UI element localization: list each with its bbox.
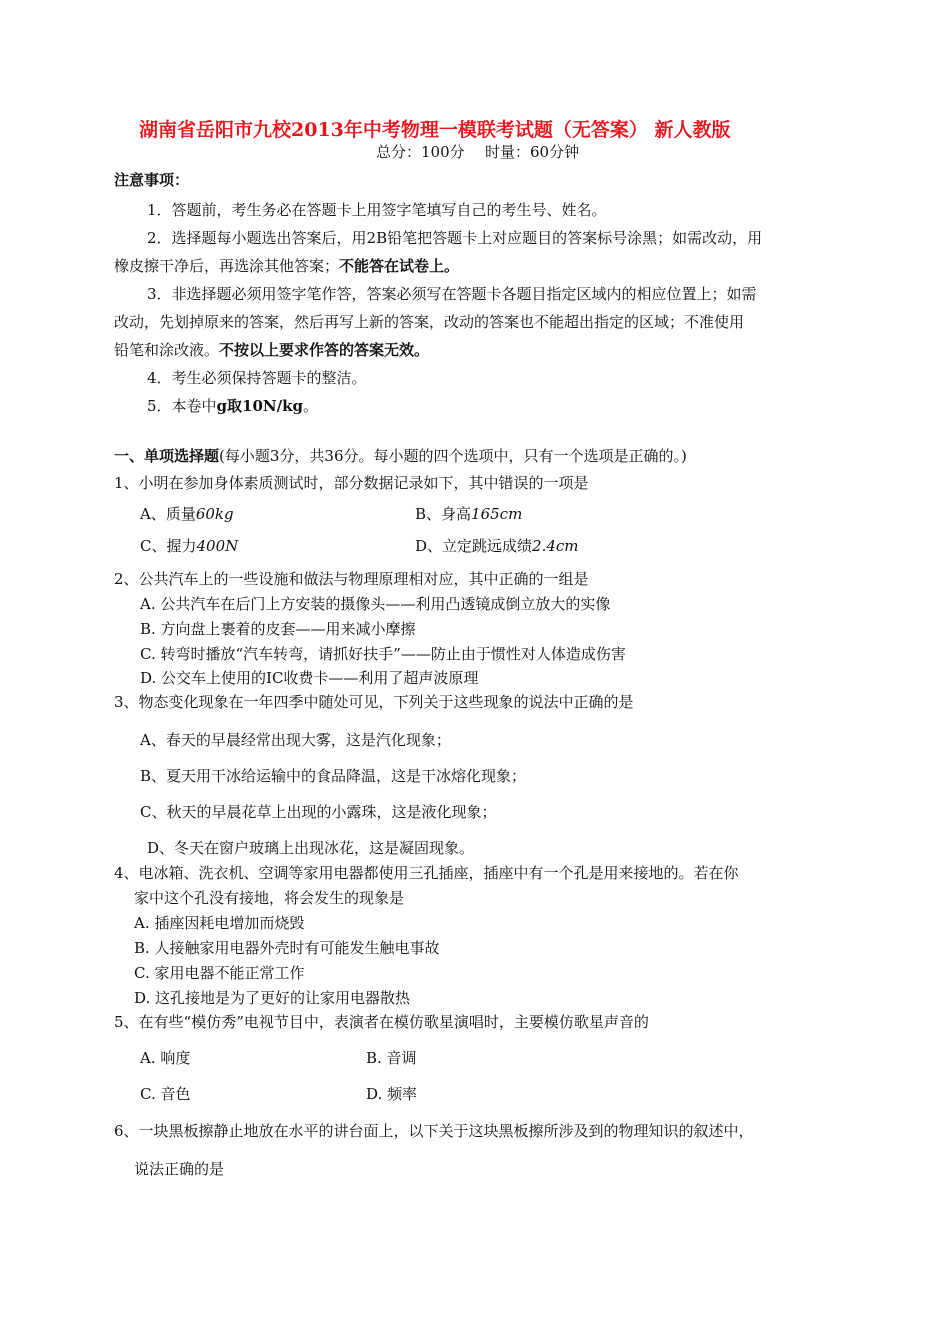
notice-item-2-emphasis: 不能答在试卷上。	[339, 257, 460, 275]
notice-item-2-line2	[114, 256, 459, 276]
section1-description: (每小题3分，共36分。每小题的四个选项中，只有一个选项是正确的。)	[219, 447, 687, 465]
section1-heading: 一、单项选择题	[114, 447, 220, 465]
q5-option-b: B. 音调	[366, 1049, 417, 1067]
q5-option-a: A. 响度	[140, 1049, 191, 1067]
notice-item-3-emphasis: 不按以上要求作答的答案无效。	[219, 341, 430, 359]
q1-stem: 1、小明在参加身体素质测试时，部分数据记录如下，其中错误的一项是	[114, 474, 589, 492]
notice-item-5-emphasis: g取10N/kg	[216, 397, 303, 415]
notice-item-5	[147, 396, 318, 416]
q4-option-d: D. 这孔接地是为了更好的让家用电器散热	[134, 989, 411, 1007]
q3-option-a: A、春天的早晨经常出现大雾，这是汽化现象；	[140, 731, 451, 749]
notice-item-1: 1．答题前，考生务必在答题卡上用签字笔填写自己的考生号、姓名。	[147, 201, 607, 219]
q2-stem: 2、公共汽车上的一些设施和做法与物理原理相对应，其中正确的一组是	[114, 570, 589, 588]
q2-option-a: A. 公共汽车在后门上方安装的摄像头——利用凸透镜成倒立放大的实像	[140, 595, 611, 613]
notice-item-5-end: 。	[302, 397, 318, 415]
q1-option-b: B、身高165cm	[415, 505, 523, 523]
q3-stem: 3、物态变化现象在一年四季中随处可见，下列关于这些现象的说法中正确的是	[114, 693, 634, 711]
section1-header	[114, 446, 687, 466]
notice-item-3-text: 铅笔和涂改液。	[114, 341, 220, 359]
notice-item-3-line1: 3．非选择题必须用签字笔作答，答案必须写在答题卡各题目指定区域内的相应位置上；如需	[147, 285, 757, 303]
q4-option-a: A. 插座因耗电增加而烧毁	[134, 914, 305, 932]
q1-option-a: A、质量60kg	[140, 505, 234, 523]
notice-item-3-line3	[114, 340, 429, 360]
notice-heading: 注意事项：	[114, 171, 190, 189]
q1-option-c: C、握力400N	[140, 537, 239, 555]
q4-stem-line1: 4、电冰箱、洗衣机、空调等家用电器都使用三孔插座，插座中有一个孔是用来接地的。若在你	[114, 864, 739, 882]
notice-item-4: 4．考生必须保持答题卡的整洁。	[147, 369, 367, 387]
document-title: 湖南省岳阳市九校2013年中考物理一模联考试题（无答案） 新人教版	[139, 119, 731, 141]
time-limit: 时量：60分钟	[485, 143, 580, 161]
q4-option-b: B. 人接触家用电器外壳时有可能发生触电事故	[134, 939, 440, 957]
q3-option-b: B、夏天用干冰给运输中的食品降温，这是干冰熔化现象；	[140, 767, 527, 785]
notice-item-5-text: 5．本卷中	[147, 397, 217, 415]
q6-stem-line1: 6、一块黑板擦静止地放在水平的讲台面上，以下关于这块黑板擦所涉及到的物理知识的叙述中，	[114, 1122, 754, 1140]
q5-stem: 5、在有些“模仿秀”电视节目中，表演者在模仿歌星演唱时，主要模仿歌星声音的	[114, 1013, 649, 1031]
q2-option-b: B. 方向盘上裹着的皮套——用来减小摩擦	[140, 620, 416, 638]
q5-option-c: C. 音色	[140, 1085, 191, 1103]
notice-item-2-line1: 2．选择题每小题选出答案后，用2B铅笔把答题卡上对应题目的答案标号涂黑；如需改动，用	[147, 229, 763, 247]
q3-option-d: D、冬天在窗户玻璃上出现冰花，这是凝固现象。	[147, 839, 475, 857]
notice-item-2-text: 橡皮擦干净后，再选涂其他答案；	[114, 257, 340, 275]
q5-option-d: D. 频率	[366, 1085, 418, 1103]
notice-item-3-line2: 改动，先划掉原来的答案，然后再写上新的答案，改动的答案也不能超出指定的区域；不准使用	[114, 313, 745, 331]
q4-option-c: C. 家用电器不能正常工作	[134, 964, 305, 982]
q4-stem-line2: 家中这个孔没有接地，将会发生的现象是	[134, 889, 405, 907]
total-score: 总分：100分	[376, 143, 465, 161]
q3-option-c: C、秋天的早晨花草上出现的小露珠，这是液化现象；	[140, 803, 497, 821]
q2-option-d: D. 公交车上使用的IC收费卡——利用了超声波原理	[140, 669, 479, 687]
q1-option-d: D、立定跳远成绩2.4cm	[415, 537, 579, 555]
q2-option-c: C. 转弯时播放“汽车转弯，请抓好扶手”——防止由于惯性对人体造成伤害	[140, 645, 626, 663]
q6-stem-line2: 说法正确的是	[134, 1160, 225, 1178]
